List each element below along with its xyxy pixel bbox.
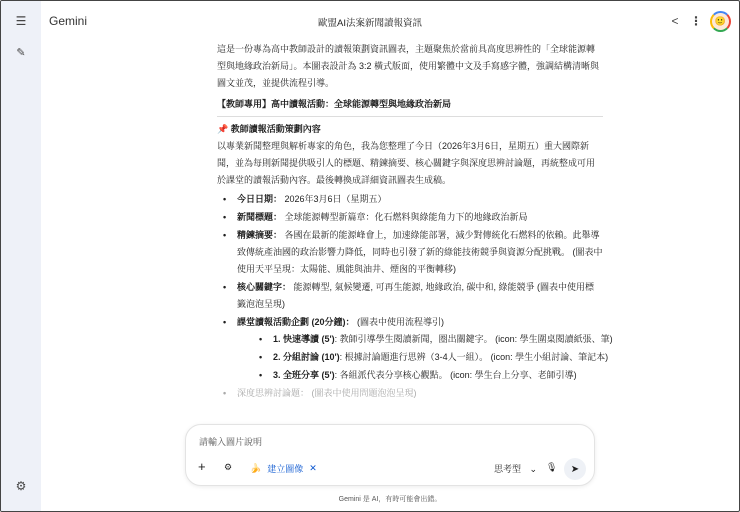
banana-icon: 🍌 xyxy=(250,463,262,473)
step-item: • 2. 分組討論 (10'): 根據討論題進行思辨（3-4人一組）。 (icon: 學生小組討論、筆記本) xyxy=(237,349,603,366)
divider xyxy=(217,116,603,117)
brand-logo[interactable]: Gemini xyxy=(49,14,88,28)
close-icon[interactable]: ✕ xyxy=(309,463,317,473)
list-item: • 課堂讀報活動企劃 (20分鐘)： (圖表中使用流程導引) • 1. 快速導讀 (5'): 教師引導學生閱讀新聞，圈出關鍵字。 (icon: 學生圍桌閱讀紙張、筆) • 2. 分組討論 (10'): 根據討論題進行思辨（3-4人一組）。 (icon: 學生小組討論、筆記本) • 3. 全班分享 (5'): 各組派代表分享核心觀點。 (icon: 學生台上分享、老師引導) xyxy=(217,314,603,384)
step-item: • 3. 全班分享 (5'): 各組派代表分享核心觀點。 (icon: 學生台上分享、老師引導) xyxy=(237,367,603,384)
chat-title: 歐盟AI法案新聞讀報資訊 xyxy=(318,18,422,29)
list-item: • 深度思辨討論題： (圖表中使用問題泡泡呈現) xyxy=(217,385,603,402)
chevron-down-icon: ⌄ xyxy=(529,464,538,474)
list-item: • 今日日期： 2026年3月6日（星期五） xyxy=(217,191,603,208)
add-icon[interactable]: + xyxy=(198,459,206,474)
list-item: • 精鍊摘要： 各國在最新的能源峰會上，加速綠能部署，減少對傳統化石燃料的依賴。此舉導致傳統產油國的政治影響力降低，同時也引發了新的綠能技術競爭與資源分配挑戰。 (圖表中使用天平呈現：太陽能、風能與油井、煙囪的平衡轉移) xyxy=(217,227,603,278)
prompt-input[interactable]: 請輸入圖片說明 xyxy=(199,437,263,447)
response-heading: 【教師專用】高中讀報活動：全球能源轉型與地緣政治新局 xyxy=(217,99,452,109)
sidebar xyxy=(1,1,41,511)
step-item: • 1. 快速導讀 (5'): 教師引導學生閱讀新聞，圈出關鍵字。 (icon: 學生圍桌閱讀紙張、筆) xyxy=(237,331,603,348)
share-icon[interactable]: < xyxy=(671,14,679,28)
more-icon[interactable]: ⋮ xyxy=(690,14,702,28)
menu-icon[interactable]: ☰ xyxy=(15,14,27,28)
tools-icon[interactable]: ⚙ xyxy=(224,462,233,472)
settings-icon[interactable]: ⚙ xyxy=(15,479,27,493)
create-image-chip[interactable]: 🍌 建立圖像 ✕ xyxy=(250,463,317,474)
mic-icon[interactable]: 🎙 xyxy=(546,462,558,472)
section-title: 教師讀報活動策劃內容 xyxy=(230,124,321,134)
pin-icon: 📌 xyxy=(217,124,229,134)
response-content xyxy=(217,41,613,403)
list-item: • 新聞標題： 全球能源轉型新篇章：化石燃料與綠能角力下的地緣政治新局 xyxy=(217,209,603,226)
list-item: • 核心關鍵字： 能源轉型, 氣候變遷, 可再生能源, 地緣政治, 碳中和, 綠能競爭 (圖表中使用標籤泡泡呈現) xyxy=(217,279,603,313)
avatar[interactable]: 🙂 xyxy=(710,11,731,32)
intro-text: 這是一份專為高中教師設計的讀報策劃資訊圖表，主題聚焦於當前具高度思辨性的「全球能源轉型與地緣政治新局」。本圖表設計為 3:2 橫式版面，使用繁體中文及手寫感字體，強調結構清晰與圖文並茂，並提供流程引導。 xyxy=(217,44,600,88)
new-chat-icon[interactable]: ✎ xyxy=(16,47,26,59)
mode-selector[interactable]: 思考型 ⌄ xyxy=(494,464,538,474)
prompt-box xyxy=(185,424,595,486)
disclaimer: Gemini 是 AI，有時可能會出錯。 xyxy=(338,496,442,503)
section-paragraph: 以專業新聞整理與解析專家的角色，我為您整理了今日（2026年3月6日，星期五）重大國際新聞，並為每則新聞提供吸引人的標題、精鍊摘要、核心關鍵字與深度思辨討論題，再統整成可用於課堂的讀報活動內容。最後轉換成詳細資訊圖表生成稿。 xyxy=(217,141,596,185)
send-button[interactable]: ➤ xyxy=(564,458,586,480)
